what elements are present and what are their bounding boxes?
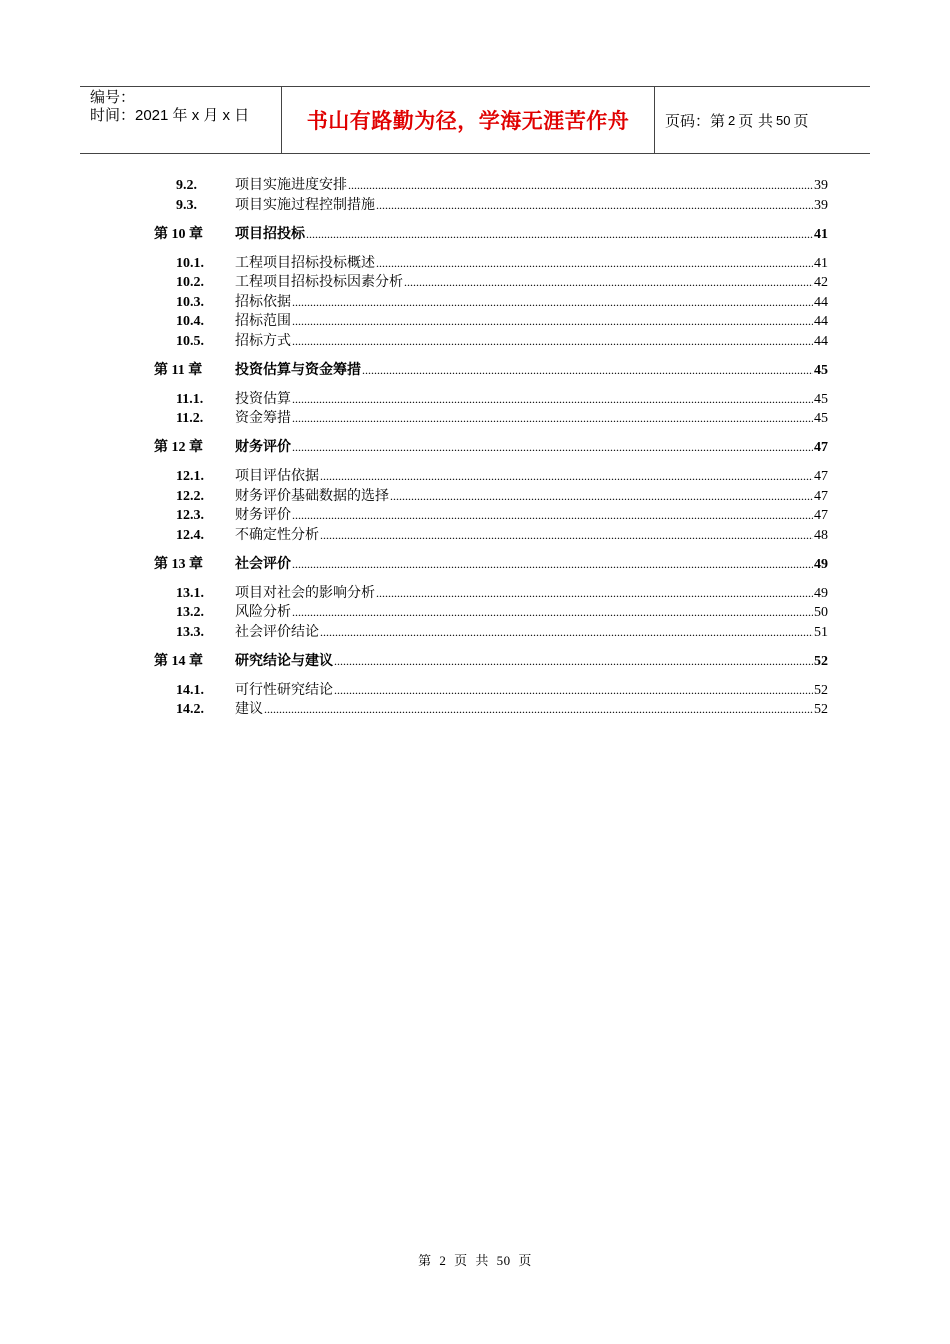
footer-word-gong: 共 <box>475 1253 489 1268</box>
toc-entry-page: 47 <box>814 469 828 484</box>
page-total: 50 <box>776 112 791 128</box>
toc-entry-title: 投资估算与资金筹措 <box>235 362 361 378</box>
toc-entry-title: 招标范围 <box>235 314 291 329</box>
toc-entry-number: 14.2. <box>176 702 204 717</box>
toc-section-entry[interactable] <box>154 254 828 274</box>
toc-dot-leader <box>320 526 813 546</box>
toc-entry-page: 41 <box>814 226 828 242</box>
toc-entry-page: 42 <box>814 275 828 290</box>
page-suffix: 页 <box>793 111 809 130</box>
page-middle: 页 共 <box>738 111 774 130</box>
toc-dot-leader <box>292 293 813 313</box>
toc-entry-title: 项目实施进度安排 <box>235 178 347 193</box>
toc-entry-page: 52 <box>814 702 828 717</box>
toc-entry-title: 投资估算 <box>235 391 291 407</box>
toc-entry-number: 9.3. <box>176 197 197 213</box>
toc-entry-number: 10.5. <box>176 333 204 349</box>
toc-entry-number: 第 10 章 <box>154 226 203 242</box>
toc-entry-number: 第 14 章 <box>154 653 203 669</box>
serial-label: 编号： <box>90 89 136 106</box>
toc-entry-title: 招标依据 <box>235 294 291 310</box>
toc-section-entry[interactable] <box>154 409 828 429</box>
toc-entry-page: 49 <box>814 585 828 601</box>
toc-entry-title: 财务评价 <box>235 508 291 523</box>
toc-entry-title: 财务评价 <box>235 440 291 455</box>
toc-entry-title: 项目招投标 <box>235 226 305 242</box>
toc-entry-title: 招标方式 <box>235 333 291 349</box>
toc-entry-page: 50 <box>814 605 828 620</box>
toc-section-entry[interactable] <box>154 293 828 313</box>
toc-dot-leader <box>334 681 813 701</box>
toc-entry-title: 工程项目招标投标概述 <box>235 255 375 271</box>
toc-entry-title: 风险分析 <box>235 605 291 620</box>
toc-entry-number: 14.1. <box>176 682 204 698</box>
toc-section-entry[interactable] <box>154 176 828 196</box>
page-prefix: 页码：第 <box>665 111 726 130</box>
toc-entry-number: 13.2. <box>176 605 204 620</box>
toc-entry-page: 47 <box>814 488 828 504</box>
toc-section-entry[interactable] <box>154 506 828 526</box>
toc-entry-page: 51 <box>814 624 828 640</box>
toc-chapter-entry[interactable] <box>154 438 828 458</box>
toc-section-entry[interactable] <box>154 526 828 546</box>
toc-chapter-entry[interactable] <box>154 555 828 575</box>
toc-entry-number: 12.3. <box>176 508 204 523</box>
toc-entry-page: 39 <box>814 178 828 193</box>
toc-entry-number: 第 12 章 <box>154 440 203 455</box>
toc-dot-leader <box>292 438 813 458</box>
toc-dot-leader <box>292 506 813 526</box>
toc-entry-title: 不确定性分析 <box>235 527 319 543</box>
toc-entry-title: 工程项目招标投标因素分析 <box>235 275 403 290</box>
toc-section-entry[interactable] <box>154 332 828 352</box>
toc-dot-leader <box>376 254 813 274</box>
toc-dot-leader <box>292 603 813 623</box>
toc-entry-page: 41 <box>814 255 828 271</box>
toc-dot-leader <box>362 361 813 381</box>
toc-entry-title: 项目评估依据 <box>235 469 319 484</box>
toc-dot-leader <box>320 467 813 487</box>
toc-entry-number: 12.4. <box>176 527 204 543</box>
toc-dot-leader <box>292 312 813 332</box>
toc-entry-number: 13.1. <box>176 585 204 601</box>
toc-chapter-entry[interactable] <box>154 652 828 672</box>
toc-entry-number: 13.3. <box>176 624 204 640</box>
toc-entry-page: 47 <box>814 440 828 455</box>
footer-current-page: 2 <box>439 1253 447 1268</box>
toc-section-entry[interactable] <box>154 273 828 293</box>
toc-section-entry[interactable] <box>154 312 828 332</box>
toc-dot-leader <box>320 623 813 643</box>
toc-entry-title: 研究结论与建议 <box>235 653 333 669</box>
toc-entry-title: 可行性研究结论 <box>235 682 333 698</box>
header-meta <box>80 87 281 153</box>
toc-dot-leader <box>390 487 813 507</box>
toc-section-entry[interactable] <box>154 487 828 507</box>
footer-word-di: 第 <box>418 1253 432 1268</box>
toc-entry-page: 52 <box>814 653 828 669</box>
toc-dot-leader <box>348 176 813 196</box>
toc-entry-number: 12.2. <box>176 488 204 504</box>
toc-section-entry[interactable] <box>154 681 828 701</box>
toc-entry-title: 财务评价基础数据的选择 <box>235 488 389 504</box>
toc-entry-page: 49 <box>814 556 828 572</box>
toc-entry-page: 47 <box>814 508 828 523</box>
toc-entry-title: 资金筹措 <box>235 411 291 426</box>
toc-entry-page: 39 <box>814 197 828 213</box>
toc-entry-page: 45 <box>814 362 828 378</box>
toc-section-entry[interactable] <box>154 390 828 410</box>
footer-total-pages: 50 <box>496 1253 511 1268</box>
footer-word-ye-end: 页 <box>518 1253 532 1268</box>
time-label: 时间：2021 年 x 月 x 日 <box>90 107 250 124</box>
toc-entry-number: 10.1. <box>176 255 204 271</box>
toc-section-entry[interactable] <box>154 603 828 623</box>
toc-chapter-entry[interactable] <box>154 361 828 381</box>
header-motto: 书山有路勤为径，学海无涯苦作舟 <box>281 87 655 153</box>
toc-entry-title: 项目对社会的影响分析 <box>235 585 375 601</box>
header-page-info <box>655 87 870 153</box>
page-current: 2 <box>728 112 736 128</box>
toc-chapter-entry[interactable] <box>154 225 828 245</box>
toc-entry-number: 12.1. <box>176 469 204 484</box>
toc-entry-number: 10.4. <box>176 314 204 329</box>
toc-entry-number: 第 11 章 <box>154 362 203 378</box>
toc-dot-leader <box>376 196 813 216</box>
toc-dot-leader <box>292 409 813 429</box>
toc-dot-leader <box>306 225 813 245</box>
footer-word-ye: 页 <box>454 1253 468 1268</box>
page-header <box>80 86 870 154</box>
toc-entry-title: 项目实施过程控制措施 <box>235 197 375 213</box>
toc-dot-leader <box>292 332 813 352</box>
toc-entry-number: 9.2. <box>176 178 197 193</box>
toc-section-entry[interactable] <box>154 467 828 487</box>
toc-entry-page: 44 <box>814 314 828 329</box>
table-of-contents <box>154 176 828 720</box>
toc-dot-leader <box>292 555 813 575</box>
toc-dot-leader <box>376 584 813 604</box>
toc-entry-number: 第 13 章 <box>154 556 203 572</box>
toc-section-entry[interactable] <box>154 623 828 643</box>
toc-entry-page: 52 <box>814 682 828 698</box>
toc-dot-leader <box>334 652 813 672</box>
toc-dot-leader <box>404 273 813 293</box>
toc-entry-number: 11.2. <box>176 411 204 426</box>
toc-entry-title: 社会评价 <box>235 556 291 572</box>
toc-entry-title: 社会评价结论 <box>235 624 319 640</box>
toc-section-entry[interactable] <box>154 196 828 216</box>
toc-dot-leader <box>292 390 813 410</box>
toc-entry-number: 10.3. <box>176 294 204 310</box>
toc-section-entry[interactable] <box>154 584 828 604</box>
toc-entry-title: 建议 <box>235 702 263 717</box>
toc-entry-page: 48 <box>814 527 828 543</box>
toc-entry-number: 10.2. <box>176 275 204 290</box>
toc-entry-number: 11.1. <box>176 391 204 407</box>
page-footer <box>0 1250 950 1269</box>
toc-entry-page: 45 <box>814 391 828 407</box>
toc-entry-page: 45 <box>814 411 828 426</box>
toc-dot-leader <box>264 700 813 720</box>
toc-section-entry[interactable] <box>154 700 828 720</box>
toc-entry-page: 44 <box>814 333 828 349</box>
toc-entry-page: 44 <box>814 294 828 310</box>
